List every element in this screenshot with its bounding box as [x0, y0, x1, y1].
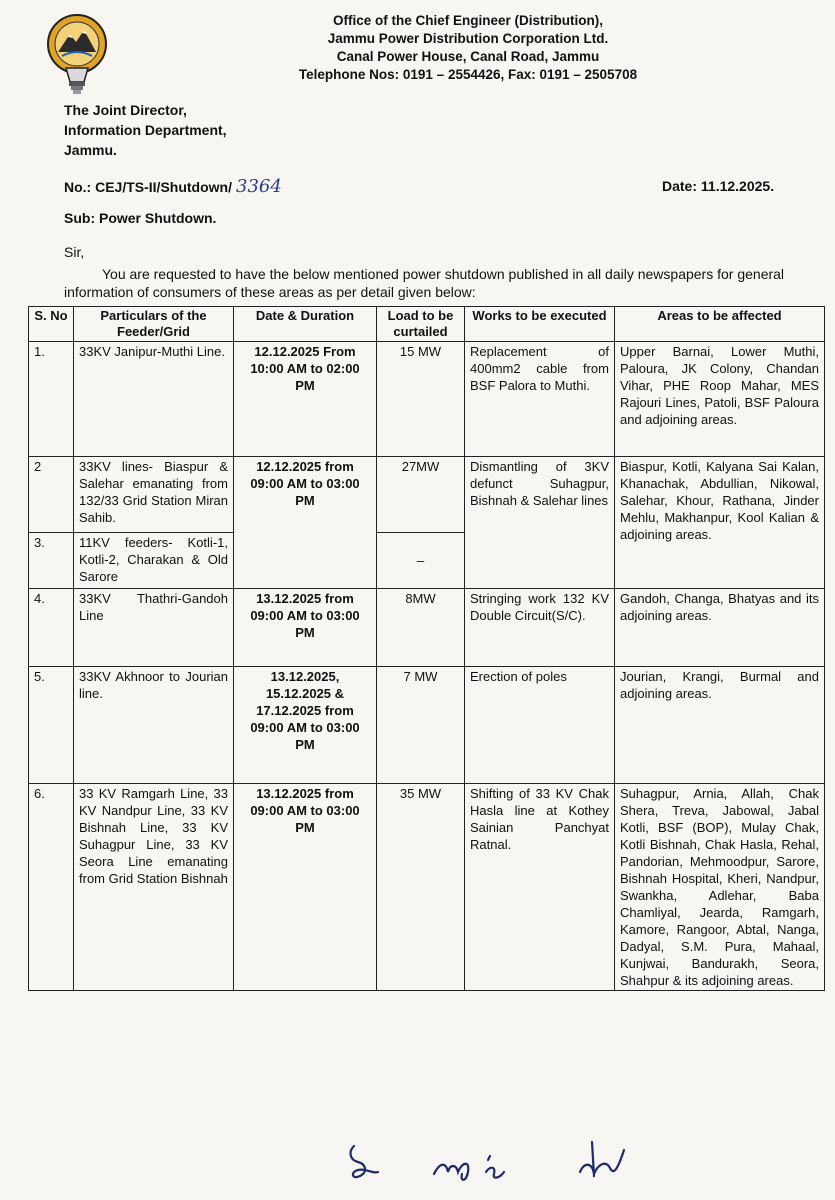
- cell-sno: 3.: [29, 533, 74, 589]
- letterhead-phone: Telephone Nos: 0191 – 2554426, Fax: 0191 – 2505708: [298, 67, 638, 82]
- letter-date: Date: 11.12.2025.: [662, 178, 775, 194]
- cell-feeder: 33KV lines- Biaspur & Salehar emanating from 132/33 Grid Station Miran Sahib.: [74, 457, 234, 533]
- cell-works: Shifting of 33 KV Chak Hasla line at Kothey Sainian Panchyat Ratnal.: [465, 784, 615, 991]
- cell-works: Replacement of 400mm2 cable from BSF Palora to Muthi.: [465, 342, 615, 457]
- cell-areas: Suhagpur, Arnia, Allah, Chak Shera, Treva, Jabowal, Jabal Kotli, BSF (BOP), Mulay Chak, Kotli Bishnah, Chak Hasla, Rehal, Pandorian, Mehmoodpur, Sarore, Bishnah Hospital, Kheri, Nandpur, Swankha, Adlehar, Baba Chamliyal, Jearda, Ramgarh, Kamore, Rangoor, Abtal, Nanga, Dadyal, S.M. Pura, Mahaal, Kunjwai, Bandurakh, Seora, Shahpur & its adjoining areas.: [615, 784, 825, 991]
- cell-feeder: 33KV Akhnoor to Jourian line.: [74, 667, 234, 784]
- shutdown-schedule-table: [28, 306, 825, 991]
- cell-sno: 5.: [29, 667, 74, 784]
- subject-line: Sub: Power Shutdown.: [64, 210, 217, 226]
- cell-works: Dismantling of 3KV defunct Suhagpur, Bishnah & Salehar lines: [465, 457, 615, 589]
- cell-sno: 4.: [29, 589, 74, 667]
- letterhead-address: Canal Power House, Canal Road, Jammu: [336, 49, 600, 64]
- cell-load: 8MW: [377, 589, 465, 667]
- cell-load: 15 MW: [377, 342, 465, 457]
- cell-date: 12.12.2025 from 09:00 AM to 03:00 PM: [234, 457, 377, 589]
- jpdcl-logo-icon: [38, 12, 116, 98]
- cell-areas: Biaspur, Kotli, Kalyana Sai Kalan, Khanachak, Abdullian, Nikowal, Salehar, Khour, Rathana, Jinder Mehlu, Makhanpur, Kool Kalian & adjoining areas.: [615, 457, 825, 589]
- cell-sno: 6.: [29, 784, 74, 991]
- table-row: [29, 589, 825, 667]
- header-sno: S. No: [29, 307, 74, 342]
- recipient-city: Jammu.: [64, 142, 117, 158]
- cell-date: 12.12.2025 From 10:00 AM to 02:00 PM: [234, 342, 377, 457]
- reference-prefix: No.: CEJ/TS-II/Shutdown/: [64, 179, 232, 195]
- signature-mark-3: [570, 1138, 630, 1188]
- cell-load: –: [377, 533, 465, 589]
- cell-feeder: 11KV feeders- Kotli-1, Kotli-2, Charakan & Old Sarore: [74, 533, 234, 589]
- table-header-row: [29, 307, 825, 342]
- intro-paragraph: You are requested to have the below mentioned power shutdown published in all daily newspapers for general information of consumers of these areas as per detail given below:: [64, 266, 785, 300]
- recipient-department: Information Department,: [64, 122, 227, 138]
- cell-areas: Jourian, Krangi, Burmal and adjoining areas.: [615, 667, 825, 784]
- cell-areas: Gandoh, Changa, Bhatyas and its adjoining areas.: [615, 589, 825, 667]
- header-works: Works to be executed: [465, 307, 615, 342]
- table-row: [29, 667, 825, 784]
- cell-load: 7 MW: [377, 667, 465, 784]
- salutation: Sir,: [64, 244, 85, 260]
- cell-works: Erection of poles: [465, 667, 615, 784]
- recipient-title: The Joint Director,: [64, 102, 187, 118]
- cell-works: Stringing work 132 KV Double Circuit(S/C).: [465, 589, 615, 667]
- table-row: [29, 784, 825, 991]
- signature-mark-2: [428, 1138, 518, 1188]
- header-load: Load to be curtailed: [377, 307, 465, 342]
- cell-load: 35 MW: [377, 784, 465, 991]
- cell-date: 13.12.2025 from 09:00 AM to 03:00 PM: [234, 784, 377, 991]
- cell-sno: 1.: [29, 342, 74, 457]
- header-date: Date & Duration: [234, 307, 377, 342]
- signature-mark-1: [340, 1138, 390, 1188]
- table-row: [29, 457, 825, 533]
- header-feeder: Particulars of the Feeder/Grid: [74, 307, 234, 342]
- cell-feeder: 33KV Janipur-Muthi Line.: [74, 342, 234, 457]
- cell-sno: 2: [29, 457, 74, 533]
- cell-feeder: 33KV Thathri-Gandoh Line: [74, 589, 234, 667]
- cell-load: 27MW: [377, 457, 465, 533]
- reference-number-handwritten: 3364: [236, 176, 282, 197]
- table-row: [29, 342, 825, 457]
- cell-date: 13.12.2025, 15.12.2025 & 17.12.2025 from 09:00 AM to 03:00 PM: [234, 667, 377, 784]
- letterhead: [268, 12, 668, 84]
- cell-date: 13.12.2025 from 09:00 AM to 03:00 PM: [234, 589, 377, 667]
- letterhead-office: Office of the Chief Engineer (Distribution),: [333, 13, 603, 28]
- cell-areas: Upper Barnai, Lower Muthi, Paloura, JK Colony, Chandan Vihar, PHE Roop Mahar, MES Rajouri Lines, Patoli, BSF Paloura and adjoining areas.: [615, 342, 825, 457]
- letterhead-corporation: Jammu Power Distribution Corporation Ltd.: [327, 31, 609, 46]
- header-areas: Areas to be affected: [615, 307, 825, 342]
- cell-feeder: 33 KV Ramgarh Line, 33 KV Nandpur Line, 33 KV Bishnah Line, 33 KV Suhagpur Line, 33 KV Seora Line emanating from Grid Station Bishnah: [74, 784, 234, 991]
- recipient-block: [64, 100, 227, 160]
- reference-line: [64, 176, 282, 197]
